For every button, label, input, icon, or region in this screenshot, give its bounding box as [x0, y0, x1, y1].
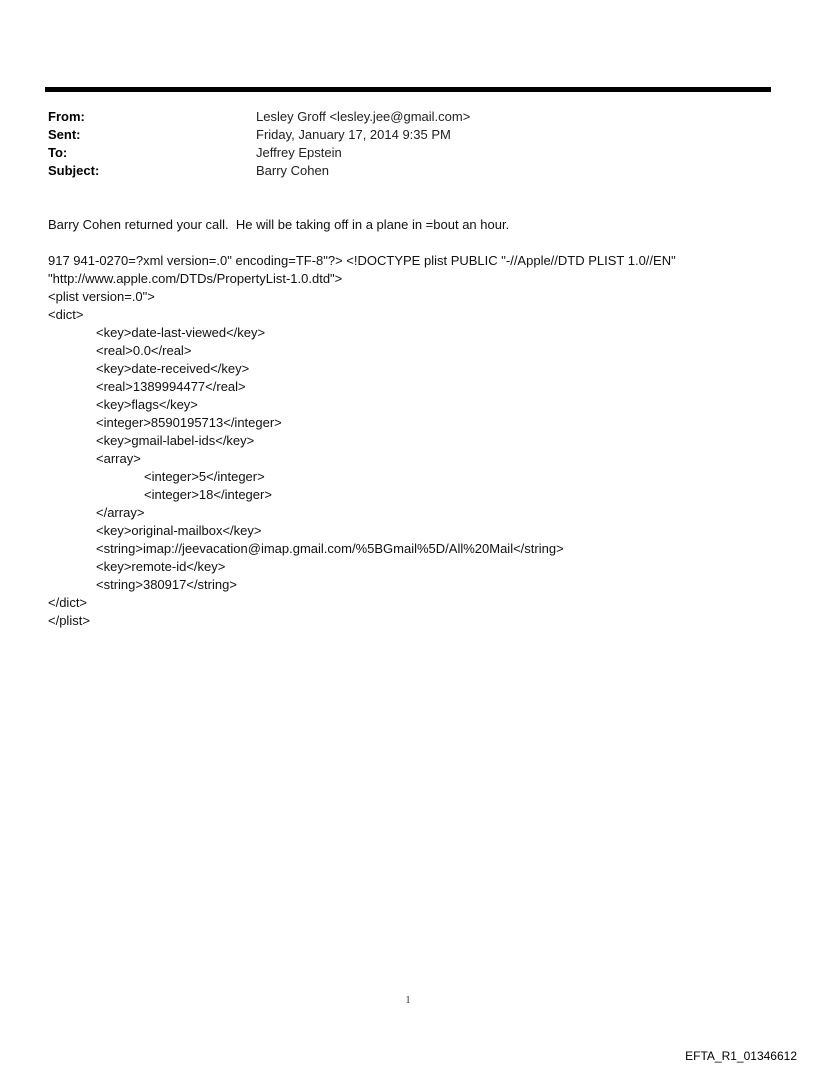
header-divider — [45, 87, 771, 92]
plist-line: <plist version=.0"> — [48, 289, 155, 304]
plist-line: <integer>8590195713</integer> — [96, 415, 282, 430]
plist-line: </plist> — [48, 613, 90, 628]
plist-line: <key>gmail-label-ids</key> — [96, 433, 255, 448]
to-value: Jeffrey Epstein — [256, 145, 342, 160]
plist-line: <key>date-last-viewed</key> — [96, 325, 266, 340]
from-row — [48, 108, 748, 126]
plist-line: <integer>18</integer> — [144, 487, 272, 502]
subject-label: Subject: — [48, 163, 100, 178]
plist-line: <integer>5</integer> — [144, 469, 265, 484]
plist-line: </dict> — [48, 595, 88, 610]
from-label: From: — [48, 109, 85, 124]
plist-line: <string>380917</string> — [96, 577, 237, 592]
paragraph-gap — [48, 234, 778, 252]
sent-label: Sent: — [48, 127, 81, 142]
message-line: Barry Cohen returned your call. He will be taking off in a plane in =bout an hour. — [48, 217, 510, 232]
subject-row — [48, 162, 748, 180]
to-label: To: — [48, 145, 68, 160]
email-body — [48, 216, 778, 630]
plist-line: <key>date-received</key> — [96, 361, 250, 376]
from-value: Lesley Groff <lesley.jee@gmail.com> — [256, 109, 471, 124]
sent-value: Friday, January 17, 2014 9:35 PM — [256, 127, 451, 142]
plist-line: <array> — [96, 451, 141, 466]
plist-line: <dict> — [48, 307, 84, 322]
subject-value: Barry Cohen — [256, 163, 329, 178]
email-header — [48, 108, 748, 180]
plist-line: </array> — [96, 505, 145, 520]
document-id: EFTA_R1_01346612 — [685, 1049, 797, 1063]
to-row — [48, 144, 748, 162]
plist-line: <real>0.0</real> — [96, 343, 192, 358]
sent-row — [48, 126, 748, 144]
plist-line: <string>imap://jeevacation@imap.gmail.com/%5BGmail%5D/All%20Mail</string> — [96, 541, 564, 556]
plist-line: 917 941-0270=?xml version=.0" encoding=TF-8"?> <!DOCTYPE plist PUBLIC "-//Apple//DTD PLIST 1.0//EN" — [48, 253, 676, 268]
plist-line: <real>1389994477</real> — [96, 379, 246, 394]
page-number: 1 — [405, 995, 411, 1006]
plist-line: <key>flags</key> — [96, 397, 198, 412]
plist-line: <key>original-mailbox</key> — [96, 523, 262, 538]
plist-line: "http://www.apple.com/DTDs/PropertyList-1.0.dtd"> — [48, 271, 343, 286]
plist-line: <key>remote-id</key> — [96, 559, 226, 574]
